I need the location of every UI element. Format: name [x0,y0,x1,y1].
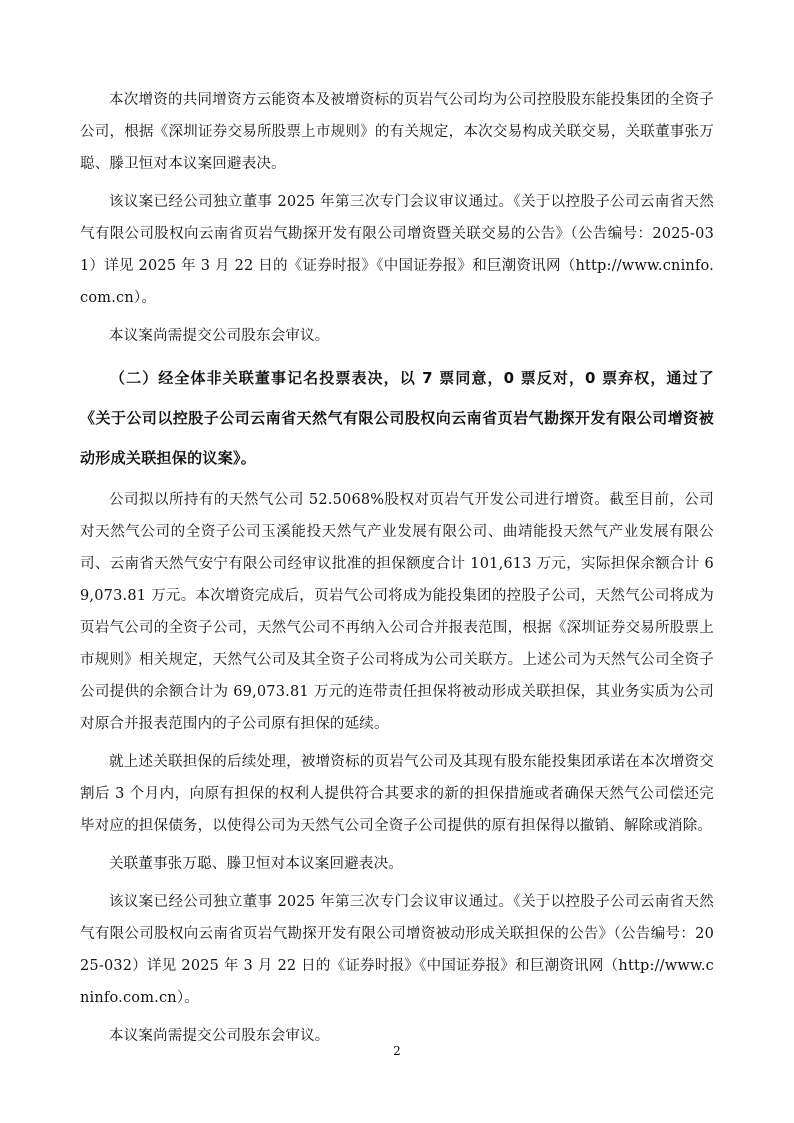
document-body [80,84,714,1058]
paragraph-joint-investors: 本次增资的共同增资方云能资本及被增资标的页岩气公司均为公司控股股东能投集团的全资子公司，根据《深圳证券交易所股票上市规则》的有关规定，本次交易构成关联交易，关联董事张万聪、滕卫恒对本议案回避表决。 [80,92,714,172]
paragraph-follow-up-handling: 就上述关联担保的后续处理，被增资标的页岩气公司及其现有股东能投集团承诺在本次增资交割后 3 个月内，向原有担保的权利人提供符合其要求的新的担保措施或者确保天然气公司偿还完毕对应的担保债务，以使得公司为天然气公司全资子公司提供的原有担保得以撤销、解除或消除。 [80,754,714,834]
section-heading-two: （二）经全体非关联董事记名投票表决，以 7 票同意，0 票反对，0 票弃权，通过了《关于公司以控股子公司云南省天然气有限公司股权向云南省页岩气勘探开发有限公司增资被动形成关联担保的议案》。 [80,369,714,467]
paragraph-guarantee-details: 公司拟以所持有的天然气公司 52.5068%股权对页岩气开发公司进行增资。截至目前，公司对天然气公司的全资子公司玉溪能投天然气产业发展有限公司、曲靖能投天然气产业发展有限公司、云南省天然气安宁有限公司经审议批准的担保额度合计 101,613 万元，实际担保余额合计 69,073.81 万元。本次增资完成后，页岩气公司将成为能投集团的控股子公司，天然气公司将成为页岩气公司的全资子公司，天然气公司不再纳入公司合并报表范围，根据《深圳证券交易所股票上市规则》相关规定，天然气公司及其全资子公司将成为公司关联方。上述公司为天然气公司全资子公司提供的余额合计为 69,073.81 万元的连带责任担保将被动形成关联担保，其业务实质为公司对原合并报表范围内的子公司原有担保的延续。 [80,492,714,732]
paragraph-shareholder-review-1: 本议案尚需提交公司股东会审议。 [109,328,330,344]
paragraph-review-notice-032: 该议案已经公司独立董事 2025 年第三次专门会议审议通过。《关于以控股子公司云南省天然气有限公司股权向云南省页岩气勘探开发有限公司增资被动形成关联担保的公告》（公告编号：2025-032）详见 2025 年 3 月 22 日的《证券时报》《中国证券报》和巨潮资讯网（http://www.cninfo.com.cn）。 [80,894,714,1006]
paragraph-shareholder-review-2: 本议案尚需提交公司股东会审议。 [109,1028,330,1044]
page-number: 2 [393,1044,401,1058]
paragraph-review-notice-031: 该议案已经公司独立董事 2025 年第三次专门会议审议通过。《关于以控股子公司云南省天然气有限公司股权向云南省页岩气勘探开发有限公司增资暨关联交易的公告》（公告编号：2025-031）详见 2025 年 3 月 22 日的《证券时报》《中国证券报》和巨潮资讯网（http://www.cninfo.com.cn）。 [80,194,714,306]
paragraph-recusal: 关联董事张万聪、滕卫恒对本议案回避表决。 [109,856,403,872]
